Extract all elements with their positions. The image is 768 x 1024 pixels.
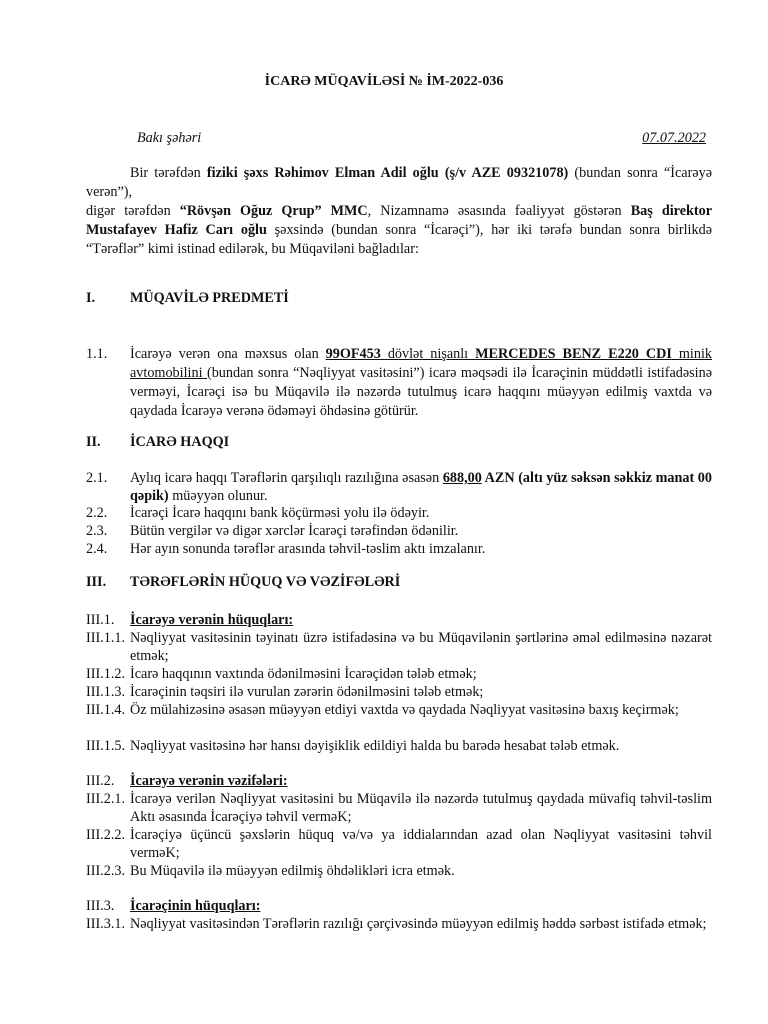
section-title: TƏRƏFLƏRİN HÜQUQ VƏ VƏZİFƏLƏRİ bbox=[130, 574, 401, 590]
subsection-number: III.1. bbox=[86, 612, 115, 628]
clause-3-2-1 bbox=[86, 790, 712, 826]
text-run: dövlət nişanlı bbox=[380, 346, 476, 362]
section-number: II. bbox=[86, 434, 101, 450]
preamble-paragraph-1 bbox=[86, 164, 712, 202]
section-title: MÜQAVİLƏ PREDMETİ bbox=[130, 290, 289, 306]
clause-3-3-1 bbox=[86, 915, 712, 933]
clause-2-3 bbox=[86, 522, 712, 540]
subsection-number: III.3. bbox=[86, 898, 115, 914]
clause-3-1-5 bbox=[86, 737, 712, 755]
subsection-title: İcarəyə verənin hüquqları: bbox=[130, 612, 294, 628]
clause-2-4 bbox=[86, 540, 712, 558]
subsection-title: İcarəyə verənin vəzifələri: bbox=[130, 773, 288, 789]
preamble-paragraph-2 bbox=[86, 202, 712, 259]
section-title: İCARƏ HAQQI bbox=[130, 434, 230, 450]
text-run: İcarəyə verən ona məxsus olan bbox=[130, 346, 326, 362]
text-run: Aylıq icarə haqqı Tərəflərin qarşılıqlı razılığına əsasən bbox=[130, 470, 443, 486]
clause-3-2-2 bbox=[86, 826, 712, 862]
clause-3-1-2 bbox=[86, 665, 712, 683]
clause-number: 2.4. bbox=[86, 541, 108, 557]
clause-2-1 bbox=[86, 469, 712, 505]
clause-text: Bütün vergilər və digər xərclər İcarəçi tərəfindən ödənilir. bbox=[130, 523, 459, 539]
lessee-director: Baş direktor Mustafayev Hafiz Carı oğlu bbox=[86, 203, 712, 238]
clause-1-1 bbox=[86, 345, 712, 421]
clause-2-2 bbox=[86, 504, 712, 522]
clause-number: 2.3. bbox=[86, 523, 108, 539]
subsection-number: III.2. bbox=[86, 773, 115, 789]
clause-text: İcarəçiyə üçüncü şəxslərin hüquq və/və ya iddialarından azad olan Nəqliyyat vasitəsini təhvil verməK; bbox=[130, 827, 712, 861]
text-run: müəyyən olunur. bbox=[168, 488, 268, 504]
section-heading-1 bbox=[86, 290, 289, 307]
clause-3-2-3 bbox=[86, 862, 712, 880]
clause-text bbox=[130, 345, 712, 421]
subsection-title: İcarəçinin hüquqları: bbox=[130, 898, 261, 914]
document-title: İCARƏ MÜQAVİLƏSİ № İM-2022-036 bbox=[264, 74, 504, 89]
clause-number: III.1.2. bbox=[86, 666, 126, 682]
clause-text: Nəqliyyat vasitəsinin təyinatı üzrə istifadəsinə və bu Müqavilənin şərtlərinə əməl edilməsinə nəzarət etmək; bbox=[130, 630, 712, 664]
clause-text: Bu Müqavilə ilə müəyyən edilmiş öhdəlikləri icra etmək. bbox=[130, 863, 455, 879]
rent-amount-words: AZN (altı yüz səksən səkkiz manat 00 qəpik) bbox=[130, 470, 712, 504]
clause-text: İcarəyə verilən Nəqliyyat vasitəsini bu Müqavilə ilə nəzərdə tutulmuş qaydada müvafiq təhvil-təslim Aktı əsasında İcarəçiyə təhvil verməK; bbox=[130, 791, 712, 825]
clause-number: III.1.1. bbox=[86, 630, 126, 646]
lessor-identity: fiziki şəxs Rəhimov Elman Adil oğlu (ş/v AZE 09321078) bbox=[206, 165, 569, 181]
subsection-3-2-heading bbox=[86, 772, 712, 790]
clause-text: Öz mülahizəsinə əsasən müəyyən etdiyi vaxtda və qaydada Nəqliyyat vasitəsinə baxış keçirmək; bbox=[130, 702, 679, 718]
clause-number: III.2.1. bbox=[86, 791, 126, 807]
lessee-company: “Rövşən Oğuz Qrup” MMC bbox=[179, 203, 368, 219]
clause-text: Nəqliyyat vasitəsinə hər hansı dəyişiklik edildiyi halda bu barədə hesabat tələb etmək. bbox=[130, 738, 620, 754]
subsection-3-3-heading bbox=[86, 897, 712, 915]
clause-number: III.2.3. bbox=[86, 863, 126, 879]
clause-number: III.1.3. bbox=[86, 684, 126, 700]
clause-number: III.3.1. bbox=[86, 916, 126, 932]
rent-amount: 688,00 bbox=[442, 470, 482, 486]
clause-text: Nəqliyyat vasitəsindən Tərəflərin razılığı çərçivəsində müəyyən edilmiş həddə sərbəst istifadə etmək; bbox=[130, 916, 707, 932]
clause-number: III.1.4. bbox=[86, 702, 126, 718]
clause-number: 2.2. bbox=[86, 505, 108, 521]
contract-date: 07.07.2022 bbox=[642, 130, 706, 146]
clause-text: İcarəçi İcarə haqqını bank köçürməsi yolu ilə ödəyir. bbox=[130, 505, 430, 521]
text-run: , Nizamnamə əsasında fəaliyyət göstərən bbox=[367, 203, 631, 219]
text-run: (bundan sonra “İcarəyə verən”), bbox=[86, 165, 712, 200]
clause-3-1-3 bbox=[86, 683, 712, 701]
section-number: III. bbox=[86, 574, 107, 590]
clause-text: İcarə haqqının vaxtında ödənilməsini İcarəçidən tələb etmək; bbox=[130, 666, 477, 682]
text-run: Bir tərəfdən bbox=[130, 165, 207, 181]
clause-number: 2.1. bbox=[86, 470, 108, 486]
clause-number: III.2.2. bbox=[86, 827, 126, 843]
section-number: I. bbox=[86, 290, 96, 306]
clause-number: III.1.5. bbox=[86, 738, 126, 754]
plate-number: 99OF453 bbox=[325, 346, 381, 362]
text-run: digər tərəfdən bbox=[86, 203, 180, 219]
subsection-3-1-heading bbox=[86, 611, 712, 629]
clause-3-1-4 bbox=[86, 701, 712, 719]
clause-3-1-1 bbox=[86, 629, 712, 665]
section-heading-3 bbox=[86, 574, 400, 591]
contract-city: Bakı şəhəri bbox=[137, 130, 202, 146]
clause-number: 1.1. bbox=[86, 346, 108, 362]
text-run: (bundan sonra “Nəqliyyat vasitəsini”) icarə məqsədi ilə İcarəçinin müddətli istifadəsinə verməyi, İcarəçi isə bu Müqavilə ilə nəzərdə tutulmuş icarə haqqını müəyyən edilmiş vaxtda və qaydada İcarəyə verənə ödəməyi öhdəsinə götürür. bbox=[130, 365, 713, 419]
clause-text: İcarəçinin təqsiri ilə vurulan zərərin ödənilməsini tələb etmək; bbox=[130, 684, 484, 700]
vehicle-model: MERCEDES BENZ E220 CDI bbox=[475, 346, 672, 362]
clause-text: Hər ayın sonunda tərəflər arasında təhvil-təslim aktı imzalanır. bbox=[130, 541, 486, 557]
text-run: minik avtomobilini bbox=[130, 346, 712, 381]
section-heading-2 bbox=[86, 434, 229, 451]
text-run: şəxsində (bundan sonra “İcarəçi”), hər iki tərəfə bundan sonra birlikdə “Tərəflər” kimi istinad edilərək, bu Müqaviləni bağladılar: bbox=[86, 222, 712, 257]
clause-text bbox=[130, 469, 712, 505]
